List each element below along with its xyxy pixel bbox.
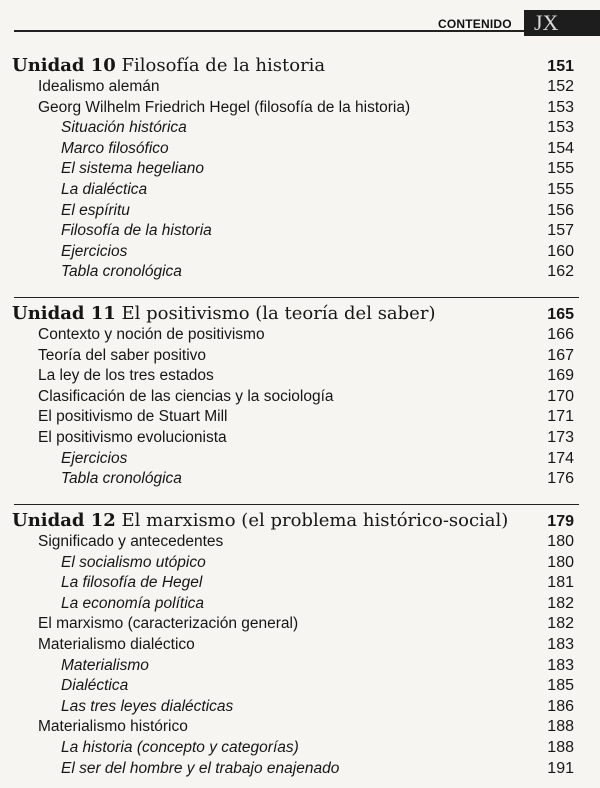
toc-entry-title: El socialismo utópico: [61, 553, 206, 571]
toc-entry[interactable]: [0, 554, 600, 574]
unit-title: El marxismo (el problema histórico-social): [121, 510, 509, 531]
unit-title: Filosofía de la historia: [121, 55, 326, 76]
toc-entry-title: La economía política: [61, 594, 205, 612]
unit-heading-text: [12, 303, 435, 324]
unit-title: El positivismo (la teoría del saber): [121, 303, 436, 324]
unit-label: Unidad 10: [12, 55, 116, 76]
toc-entry-page: 180: [547, 533, 574, 550]
toc-entry-title: Filosofía de la historia: [61, 222, 212, 240]
toc-entry-title: El espíritu: [61, 201, 130, 219]
toc-entry[interactable]: [0, 429, 600, 449]
toc-entry[interactable]: [0, 181, 600, 201]
toc-entry-title: Ejercicios: [61, 242, 128, 260]
toc-entry-title: El marxismo (caracterización general): [38, 615, 299, 633]
toc-entry[interactable]: [0, 677, 600, 697]
toc-entry-title: Las tres leyes dialécticas: [61, 697, 234, 715]
section-header: CONTENIDO: [438, 17, 512, 31]
toc-entry-title: Materialismo: [61, 656, 149, 674]
unit-page-number: 151: [547, 58, 574, 75]
unit-separator: [14, 297, 579, 298]
toc-entry[interactable]: [0, 243, 600, 263]
toc-entry-title: La historia (concepto y categorías): [61, 739, 299, 756]
toc-entry-title: El sistema hegeliano: [61, 160, 205, 178]
toc-entry-page: 188: [547, 739, 574, 756]
toc-entry-page: 183: [547, 656, 574, 674]
page-number-tab: JX: [524, 10, 600, 36]
toc-entry-title: Situación histórica: [61, 119, 187, 137]
unit-label: Unidad 11: [12, 303, 116, 324]
toc-entry-title: Dialéctica: [61, 677, 129, 695]
toc-entry-page: 160: [547, 242, 574, 260]
toc-entry[interactable]: [0, 140, 600, 160]
toc-entry-title: Idealismo alemán: [38, 78, 160, 95]
toc-entry-page: 176: [547, 470, 574, 488]
toc-entry[interactable]: [0, 657, 600, 677]
toc-entry-title: Georg Wilhelm Friedrich Hegel (filosofía de la historia): [38, 98, 411, 116]
toc-entry-page: 155: [547, 181, 574, 198]
toc-entry-title: Materialismo histórico: [38, 718, 188, 736]
toc-entry[interactable]: [0, 160, 600, 180]
toc-entry-title: Marco filosófico: [61, 139, 169, 157]
toc-entry[interactable]: [0, 636, 600, 656]
toc-entry[interactable]: [0, 533, 600, 553]
toc-entry[interactable]: [0, 388, 600, 408]
toc-entry[interactable]: [0, 760, 600, 780]
toc-entry[interactable]: [0, 718, 600, 738]
toc-entry-page: 153: [547, 98, 574, 116]
toc-entry-page: 170: [547, 387, 574, 405]
toc-entry-title: Clasificación de las ciencias y la sociología: [38, 387, 334, 405]
toc-entry-page: 171: [547, 408, 574, 426]
toc-entry-page: 153: [547, 119, 574, 137]
toc-entry[interactable]: [0, 367, 600, 387]
toc-entry-title: El positivismo evolucionista: [38, 429, 227, 446]
toc-entry-title: Tabla cronológica: [61, 263, 182, 281]
toc-entry-title: Significado y antecedentes: [38, 533, 224, 550]
toc-entry-page: 154: [547, 139, 574, 157]
toc-entry-page: 173: [547, 429, 574, 446]
toc-entry[interactable]: [0, 263, 600, 283]
toc-entry[interactable]: [0, 99, 600, 119]
unit-separator: [14, 504, 579, 505]
toc-entry-title: La ley de los tres estados: [38, 367, 214, 385]
toc-entry[interactable]: [0, 326, 600, 346]
toc-entry-page: 169: [547, 367, 574, 385]
toc-entry[interactable]: [0, 408, 600, 428]
unit-page-number: 179: [547, 513, 574, 530]
toc-entry-page: 162: [547, 263, 574, 281]
toc-entry-page: 191: [547, 759, 574, 777]
toc-entry-page: 180: [547, 553, 574, 571]
toc-entry-page: 157: [547, 222, 574, 240]
toc-entry-title: El positivismo de Stuart Mill: [38, 408, 228, 426]
toc-entry-title: La filosofía de Hegel: [61, 574, 203, 592]
toc-entry[interactable]: [0, 470, 600, 490]
toc-entry-page: 182: [547, 615, 574, 633]
toc-entry[interactable]: [0, 78, 600, 98]
toc-entry-title: El ser del hombre y el trabajo enajenado: [61, 759, 340, 777]
toc-entry-page: 156: [547, 201, 574, 219]
toc-entry-page: 152: [547, 78, 574, 95]
unit-page-number: 165: [547, 306, 574, 323]
toc-entry[interactable]: [0, 119, 600, 139]
toc-entry[interactable]: [0, 615, 600, 635]
unit-label: Unidad 12: [12, 510, 116, 531]
toc-entry[interactable]: [0, 202, 600, 222]
toc-entry[interactable]: [0, 698, 600, 718]
toc-entry-title: Materialismo dialéctico: [38, 636, 195, 653]
toc-entry-page: 174: [547, 449, 574, 467]
toc-entry-page: 185: [547, 677, 574, 695]
toc-entry[interactable]: [0, 450, 600, 470]
toc-entry-page: 188: [547, 718, 574, 736]
unit-heading-text: [12, 510, 508, 531]
toc-entry-page: 183: [547, 636, 574, 653]
toc-entry[interactable]: [0, 739, 600, 759]
toc-entry-page: 181: [547, 574, 574, 592]
toc-entry-title: La dialéctica: [61, 181, 148, 198]
toc-entry[interactable]: [0, 595, 600, 615]
toc-entry[interactable]: [0, 574, 600, 594]
toc-entry[interactable]: [0, 347, 600, 367]
toc-entry-page: 186: [547, 697, 574, 715]
toc-entry-page: 182: [547, 594, 574, 612]
toc-entry-title: Tabla cronológica: [61, 470, 182, 488]
toc-entry-page: 166: [547, 326, 574, 343]
toc-entry-title: Teoría del saber positivo: [38, 346, 207, 364]
toc-entry[interactable]: [0, 222, 600, 242]
unit-heading-text: [12, 55, 325, 76]
toc-entry-page: 155: [547, 160, 574, 178]
toc-entry-title: Ejercicios: [61, 449, 128, 467]
toc-entry-page: 167: [547, 346, 574, 364]
toc-entry-title: Contexto y noción de positivismo: [38, 326, 265, 343]
